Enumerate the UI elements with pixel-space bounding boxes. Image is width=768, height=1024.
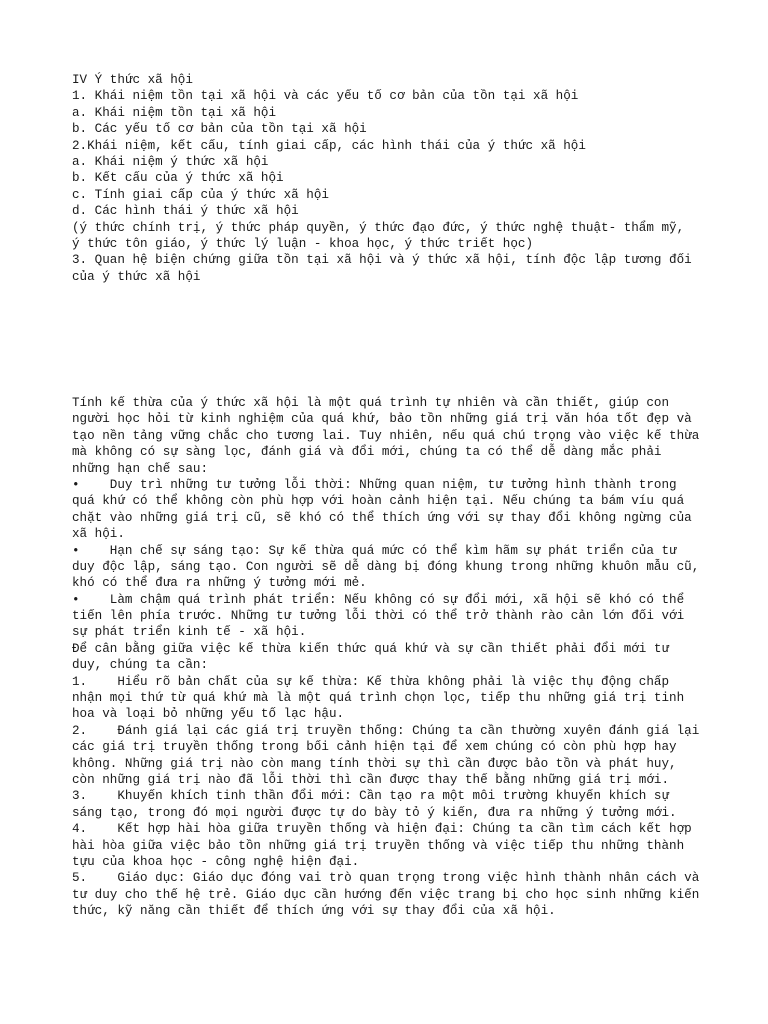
body-line: Để cân bằng giữa việc kế thừa kiến thức quá khứ và sự cần thiết phải đổi mới tư bbox=[72, 641, 670, 656]
outline-line: (ý thức chính trị, ý thức pháp quyền, ý thức đạo đức, ý thức nghệ thuật- thẩm mỹ, bbox=[72, 220, 685, 235]
body-line: còn những giá trị nào đã lỗi thời thì cần được thay thế bằng những giá trị mới. bbox=[72, 772, 670, 787]
body-line: 5. Giáo dục: Giáo dục đóng vai trò quan trọng trong việc hình thành nhân cách và bbox=[72, 871, 700, 886]
body-line: sáng tạo, trong đó mọi người được tự do bày tỏ ý kiến, đưa ra những ý tưởng mới. bbox=[72, 805, 677, 820]
outline-line: của ý thức xã hội bbox=[72, 269, 201, 284]
outline-line: a. Khái niệm tồn tại xã hội bbox=[72, 105, 277, 120]
body-line: người học hỏi từ kinh nghiệm của quá khứ, bảo tồn những giá trị văn hóa tốt đẹp và bbox=[72, 412, 692, 427]
body-line: duy độc lập, sáng tạo. Con người sẽ dễ dàng bị đóng khung trong những khuôn mẫu cũ, bbox=[72, 559, 700, 574]
body-line: tiến lên phía trước. Những tư tưởng lỗi thời có thể trở thành rào cản lớn đối với bbox=[72, 609, 685, 624]
body-line: không. Những giá trị nào còn mang tính thời sự thì cần được bảo tồn và phát huy, bbox=[72, 756, 677, 771]
body-line: 4. Kết hợp hài hòa giữa truyền thống và hiện đại: Chúng ta cần tìm cách kết hợp bbox=[72, 822, 692, 837]
body-line: duy, chúng ta cần: bbox=[72, 658, 209, 673]
outline-line: ý thức tôn giáo, ý thức lý luận - khoa học, ý thức triết học) bbox=[72, 236, 534, 251]
body-line: thức, kỹ năng cần thiết để thích ứng với sự thay đổi của xã hội. bbox=[72, 904, 556, 919]
body-line: khó có thể đưa ra những ý tưởng mới mẻ. bbox=[72, 576, 367, 591]
body-line: quá khứ có thể không còn phù hợp với hoàn cảnh hiện tại. Nếu chúng ta bám víu quá bbox=[72, 494, 685, 509]
body-line: 3. Khuyến khích tinh thần đổi mới: Cần tạo ra một môi trường khuyến khích sự bbox=[72, 789, 670, 804]
body-line: xã hội. bbox=[72, 527, 125, 542]
body-line: • Duy trì những tư tưởng lỗi thời: Những quan niệm, tư tưởng hình thành trong bbox=[72, 477, 677, 492]
outline-line: 1. Khái niệm tồn tại xã hội và các yếu tố cơ bản của tồn tại xã hội bbox=[72, 89, 579, 104]
body-line: nhận mọi thứ từ quá khứ mà là một quá trình chọn lọc, tiếp thu những giá trị tinh bbox=[72, 691, 685, 706]
outline-line: d. Các hình thái ý thức xã hội bbox=[72, 204, 299, 219]
body-line: 1. Hiểu rõ bản chất của sự kế thừa: Kế thừa không phải là việc thụ động chấp bbox=[72, 674, 670, 689]
body-line: sự phát triển kinh tế - xã hội. bbox=[72, 625, 307, 640]
body-line: • Làm chậm quá trình phát triển: Nếu không có sự đổi mới, xã hội sẽ khó có thể bbox=[72, 592, 685, 607]
body-line: tựu của khoa học - công nghệ hiện đại. bbox=[72, 854, 360, 869]
outline-line: a. Khái niệm ý thức xã hội bbox=[72, 154, 269, 169]
outline-line: c. Tính giai cấp của ý thức xã hội bbox=[72, 187, 329, 202]
outline-line: b. Các yếu tố cơ bản của tồn tại xã hội bbox=[72, 122, 367, 137]
body-line: tư duy cho thế hệ trẻ. Giáo dục cần hướng đến việc trang bị cho học sinh những kiến bbox=[72, 887, 700, 902]
body-line: chặt vào những giá trị cũ, sẽ khó có thể thích ứng với sự thay đổi không ngừng của bbox=[72, 510, 692, 525]
body-line: hài hòa giữa việc bảo tồn những giá trị truyền thống và việc tiếp thu những thành bbox=[72, 838, 685, 853]
outline-line: 3. Quan hệ biện chứng giữa tồn tại xã hội và ý thức xã hội, tính độc lập tương đối bbox=[72, 253, 692, 268]
body-line: Tính kế thừa của ý thức xã hội là một quá trình tự nhiên và cần thiết, giúp con bbox=[72, 396, 670, 410]
body-line: hoa và loại bỏ những yếu tố lạc hậu. bbox=[72, 707, 345, 722]
outline-section bbox=[72, 72, 712, 285]
body-line: những hạn chế sau: bbox=[72, 461, 209, 476]
body-line: tạo nền tảng vững chắc cho tương lai. Tuy nhiên, nếu quá chú trọng vào việc kế thừa bbox=[72, 428, 700, 443]
body-line: • Hạn chế sự sáng tạo: Sự kế thừa quá mức có thể kìm hãm sự phát triển của tư bbox=[72, 543, 677, 558]
body-line: mà không có sự sàng lọc, đánh giá và đổi mới, chúng ta có thể dễ dàng mắc phải bbox=[72, 445, 662, 460]
outline-line: 2.Khái niệm, kết cấu, tính giai cấp, các hình thái của ý thức xã hội bbox=[72, 138, 586, 153]
body-line: 2. Đánh giá lại các giá trị truyền thống: Chúng ta cần thường xuyên đánh giá lại bbox=[72, 723, 700, 738]
outline-line: IV Ý thức xã hội bbox=[72, 73, 193, 87]
outline-line: b. Kết cấu của ý thức xã hội bbox=[72, 171, 284, 186]
body-line: các giá trị truyền thống trong bối cảnh hiện tại để xem chúng có còn phù hợp hay bbox=[72, 740, 677, 755]
body-section bbox=[72, 395, 712, 920]
